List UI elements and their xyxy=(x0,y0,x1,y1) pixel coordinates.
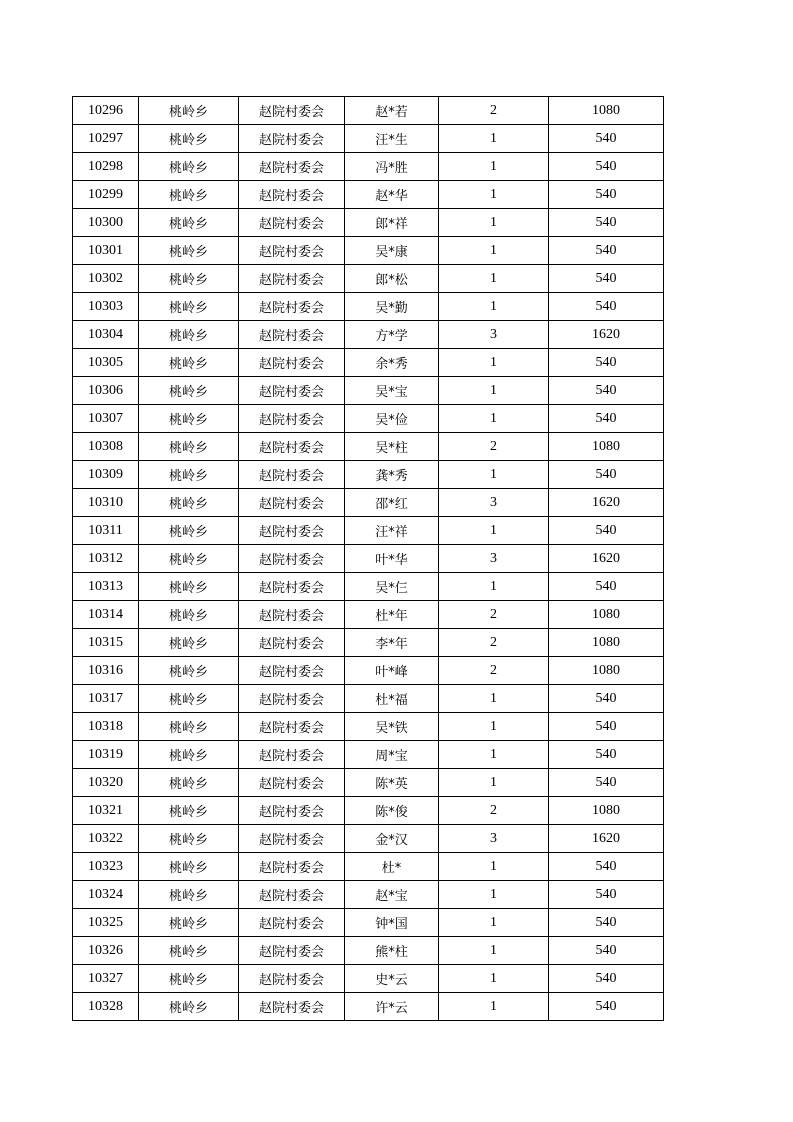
household-count-cell: 2 xyxy=(439,657,549,685)
township-cell: 桃岭乡 xyxy=(139,209,239,237)
amount-cell: 1080 xyxy=(549,601,664,629)
household-count-cell: 1 xyxy=(439,237,549,265)
row-number-cell: 10312 xyxy=(73,545,139,573)
village-committee-cell: 赵院村委会 xyxy=(239,237,345,265)
name-cell: 杜* xyxy=(345,853,439,881)
name-cell: 史*云 xyxy=(345,965,439,993)
amount-cell: 540 xyxy=(549,853,664,881)
village-committee-cell: 赵院村委会 xyxy=(239,377,345,405)
household-count-cell: 1 xyxy=(439,517,549,545)
township-cell: 桃岭乡 xyxy=(139,601,239,629)
table-row xyxy=(73,321,664,349)
village-committee-cell: 赵院村委会 xyxy=(239,769,345,797)
row-number-cell: 10304 xyxy=(73,321,139,349)
row-number-cell: 10322 xyxy=(73,825,139,853)
village-committee-cell: 赵院村委会 xyxy=(239,209,345,237)
village-committee-cell: 赵院村委会 xyxy=(239,321,345,349)
village-committee-cell: 赵院村委会 xyxy=(239,685,345,713)
township-cell: 桃岭乡 xyxy=(139,657,239,685)
amount-cell: 540 xyxy=(549,909,664,937)
row-number-cell: 10327 xyxy=(73,965,139,993)
table-row xyxy=(73,741,664,769)
table-row xyxy=(73,601,664,629)
table-row xyxy=(73,377,664,405)
table-row xyxy=(73,97,664,125)
amount-cell: 540 xyxy=(549,713,664,741)
household-count-cell: 1 xyxy=(439,909,549,937)
amount-cell: 1080 xyxy=(549,629,664,657)
amount-cell: 1620 xyxy=(549,321,664,349)
household-count-cell: 1 xyxy=(439,937,549,965)
amount-cell: 540 xyxy=(549,349,664,377)
name-cell: 吴*铁 xyxy=(345,713,439,741)
township-cell: 桃岭乡 xyxy=(139,797,239,825)
row-number-cell: 10325 xyxy=(73,909,139,937)
amount-cell: 540 xyxy=(549,153,664,181)
village-committee-cell: 赵院村委会 xyxy=(239,573,345,601)
amount-cell: 540 xyxy=(549,237,664,265)
household-count-cell: 1 xyxy=(439,993,549,1021)
name-cell: 赵*华 xyxy=(345,181,439,209)
name-cell: 陈*俊 xyxy=(345,797,439,825)
township-cell: 桃岭乡 xyxy=(139,741,239,769)
amount-cell: 540 xyxy=(549,517,664,545)
amount-cell: 540 xyxy=(549,993,664,1021)
township-cell: 桃岭乡 xyxy=(139,545,239,573)
amount-cell: 1080 xyxy=(549,97,664,125)
household-count-cell: 2 xyxy=(439,629,549,657)
table-row xyxy=(73,545,664,573)
row-number-cell: 10303 xyxy=(73,293,139,321)
amount-cell: 1080 xyxy=(549,797,664,825)
township-cell: 桃岭乡 xyxy=(139,433,239,461)
name-cell: 吴*柱 xyxy=(345,433,439,461)
table-row xyxy=(73,965,664,993)
household-count-cell: 3 xyxy=(439,825,549,853)
table-row xyxy=(73,909,664,937)
village-committee-cell: 赵院村委会 xyxy=(239,489,345,517)
amount-cell: 540 xyxy=(549,685,664,713)
amount-cell: 1620 xyxy=(549,489,664,517)
name-cell: 赵*若 xyxy=(345,97,439,125)
table-row xyxy=(73,237,664,265)
table-row xyxy=(73,825,664,853)
household-count-cell: 1 xyxy=(439,713,549,741)
village-committee-cell: 赵院村委会 xyxy=(239,461,345,489)
amount-cell: 540 xyxy=(549,209,664,237)
row-number-cell: 10315 xyxy=(73,629,139,657)
township-cell: 桃岭乡 xyxy=(139,713,239,741)
name-cell: 邵*红 xyxy=(345,489,439,517)
village-committee-cell: 赵院村委会 xyxy=(239,153,345,181)
township-cell: 桃岭乡 xyxy=(139,881,239,909)
village-committee-cell: 赵院村委会 xyxy=(239,293,345,321)
village-committee-cell: 赵院村委会 xyxy=(239,993,345,1021)
village-committee-cell: 赵院村委会 xyxy=(239,797,345,825)
row-number-cell: 10313 xyxy=(73,573,139,601)
township-cell: 桃岭乡 xyxy=(139,685,239,713)
table-row xyxy=(73,685,664,713)
household-count-cell: 1 xyxy=(439,853,549,881)
table-row xyxy=(73,265,664,293)
name-cell: 陈*英 xyxy=(345,769,439,797)
table-row xyxy=(73,797,664,825)
name-cell: 汪*生 xyxy=(345,125,439,153)
village-committee-cell: 赵院村委会 xyxy=(239,125,345,153)
table-row xyxy=(73,657,664,685)
amount-cell: 540 xyxy=(549,573,664,601)
name-cell: 吴*康 xyxy=(345,237,439,265)
township-cell: 桃岭乡 xyxy=(139,377,239,405)
amount-cell: 540 xyxy=(549,461,664,489)
household-count-cell: 3 xyxy=(439,321,549,349)
row-number-cell: 10297 xyxy=(73,125,139,153)
village-committee-cell: 赵院村委会 xyxy=(239,825,345,853)
row-number-cell: 10299 xyxy=(73,181,139,209)
household-count-cell: 1 xyxy=(439,125,549,153)
village-committee-cell: 赵院村委会 xyxy=(239,853,345,881)
township-cell: 桃岭乡 xyxy=(139,853,239,881)
amount-cell: 1080 xyxy=(549,657,664,685)
amount-cell: 540 xyxy=(549,769,664,797)
table-row xyxy=(73,573,664,601)
township-cell: 桃岭乡 xyxy=(139,153,239,181)
township-cell: 桃岭乡 xyxy=(139,825,239,853)
amount-cell: 540 xyxy=(549,741,664,769)
village-committee-cell: 赵院村委会 xyxy=(239,937,345,965)
township-cell: 桃岭乡 xyxy=(139,965,239,993)
table-row xyxy=(73,713,664,741)
table-row xyxy=(73,881,664,909)
village-committee-cell: 赵院村委会 xyxy=(239,909,345,937)
township-cell: 桃岭乡 xyxy=(139,265,239,293)
name-cell: 杜*年 xyxy=(345,601,439,629)
table-row xyxy=(73,293,664,321)
row-number-cell: 10328 xyxy=(73,993,139,1021)
village-committee-cell: 赵院村委会 xyxy=(239,97,345,125)
row-number-cell: 10305 xyxy=(73,349,139,377)
amount-cell: 1620 xyxy=(549,545,664,573)
table-row xyxy=(73,349,664,377)
name-cell: 叶*华 xyxy=(345,545,439,573)
table-row xyxy=(73,405,664,433)
row-number-cell: 10311 xyxy=(73,517,139,545)
name-cell: 冯*胜 xyxy=(345,153,439,181)
amount-cell: 540 xyxy=(549,293,664,321)
village-committee-cell: 赵院村委会 xyxy=(239,965,345,993)
name-cell: 郎*祥 xyxy=(345,209,439,237)
name-cell: 余*秀 xyxy=(345,349,439,377)
amount-cell: 540 xyxy=(549,265,664,293)
household-count-cell: 1 xyxy=(439,377,549,405)
table-row xyxy=(73,853,664,881)
household-count-cell: 3 xyxy=(439,545,549,573)
row-number-cell: 10321 xyxy=(73,797,139,825)
village-committee-cell: 赵院村委会 xyxy=(239,713,345,741)
village-committee-cell: 赵院村委会 xyxy=(239,601,345,629)
village-committee-cell: 赵院村委会 xyxy=(239,657,345,685)
table-row xyxy=(73,433,664,461)
township-cell: 桃岭乡 xyxy=(139,937,239,965)
township-cell: 桃岭乡 xyxy=(139,349,239,377)
village-committee-cell: 赵院村委会 xyxy=(239,629,345,657)
township-cell: 桃岭乡 xyxy=(139,769,239,797)
township-cell: 桃岭乡 xyxy=(139,405,239,433)
row-number-cell: 10317 xyxy=(73,685,139,713)
household-count-cell: 1 xyxy=(439,153,549,181)
name-cell: 赵*宝 xyxy=(345,881,439,909)
table-row xyxy=(73,629,664,657)
township-cell: 桃岭乡 xyxy=(139,993,239,1021)
village-committee-cell: 赵院村委会 xyxy=(239,433,345,461)
village-committee-cell: 赵院村委会 xyxy=(239,517,345,545)
household-count-cell: 1 xyxy=(439,685,549,713)
amount-cell: 540 xyxy=(549,405,664,433)
household-count-cell: 1 xyxy=(439,349,549,377)
table-row xyxy=(73,993,664,1021)
amount-cell: 1620 xyxy=(549,825,664,853)
household-count-cell: 1 xyxy=(439,405,549,433)
row-number-cell: 10319 xyxy=(73,741,139,769)
subsidy-table xyxy=(72,96,664,1021)
name-cell: 方*学 xyxy=(345,321,439,349)
village-committee-cell: 赵院村委会 xyxy=(239,349,345,377)
row-number-cell: 10324 xyxy=(73,881,139,909)
name-cell: 吴*宝 xyxy=(345,377,439,405)
village-committee-cell: 赵院村委会 xyxy=(239,405,345,433)
name-cell: 吴*仨 xyxy=(345,573,439,601)
household-count-cell: 1 xyxy=(439,965,549,993)
row-number-cell: 10309 xyxy=(73,461,139,489)
amount-cell: 1080 xyxy=(549,433,664,461)
household-count-cell: 2 xyxy=(439,97,549,125)
household-count-cell: 1 xyxy=(439,181,549,209)
name-cell: 周*宝 xyxy=(345,741,439,769)
household-count-cell: 2 xyxy=(439,601,549,629)
household-count-cell: 1 xyxy=(439,573,549,601)
name-cell: 吴*勤 xyxy=(345,293,439,321)
row-number-cell: 10307 xyxy=(73,405,139,433)
township-cell: 桃岭乡 xyxy=(139,489,239,517)
table-row xyxy=(73,209,664,237)
row-number-cell: 10326 xyxy=(73,937,139,965)
row-number-cell: 10318 xyxy=(73,713,139,741)
village-committee-cell: 赵院村委会 xyxy=(239,741,345,769)
household-count-cell: 2 xyxy=(439,433,549,461)
table-row xyxy=(73,937,664,965)
table-row xyxy=(73,125,664,153)
name-cell: 钟*国 xyxy=(345,909,439,937)
amount-cell: 540 xyxy=(549,881,664,909)
row-number-cell: 10308 xyxy=(73,433,139,461)
name-cell: 杜*福 xyxy=(345,685,439,713)
row-number-cell: 10300 xyxy=(73,209,139,237)
township-cell: 桃岭乡 xyxy=(139,97,239,125)
name-cell: 金*汉 xyxy=(345,825,439,853)
table-row xyxy=(73,153,664,181)
row-number-cell: 10298 xyxy=(73,153,139,181)
name-cell: 汪*祥 xyxy=(345,517,439,545)
amount-cell: 540 xyxy=(549,937,664,965)
row-number-cell: 10296 xyxy=(73,97,139,125)
township-cell: 桃岭乡 xyxy=(139,181,239,209)
amount-cell: 540 xyxy=(549,181,664,209)
row-number-cell: 10301 xyxy=(73,237,139,265)
name-cell: 许*云 xyxy=(345,993,439,1021)
household-count-cell: 1 xyxy=(439,293,549,321)
village-committee-cell: 赵院村委会 xyxy=(239,881,345,909)
household-count-cell: 1 xyxy=(439,265,549,293)
amount-cell: 540 xyxy=(549,377,664,405)
table-row xyxy=(73,181,664,209)
household-count-cell: 1 xyxy=(439,741,549,769)
row-number-cell: 10302 xyxy=(73,265,139,293)
household-count-cell: 1 xyxy=(439,209,549,237)
name-cell: 吴*俭 xyxy=(345,405,439,433)
township-cell: 桃岭乡 xyxy=(139,629,239,657)
township-cell: 桃岭乡 xyxy=(139,293,239,321)
row-number-cell: 10306 xyxy=(73,377,139,405)
name-cell: 郎*松 xyxy=(345,265,439,293)
household-count-cell: 3 xyxy=(439,489,549,517)
township-cell: 桃岭乡 xyxy=(139,461,239,489)
table-row xyxy=(73,769,664,797)
row-number-cell: 10310 xyxy=(73,489,139,517)
table-row xyxy=(73,489,664,517)
household-count-cell: 2 xyxy=(439,797,549,825)
village-committee-cell: 赵院村委会 xyxy=(239,181,345,209)
township-cell: 桃岭乡 xyxy=(139,321,239,349)
name-cell: 熊*柱 xyxy=(345,937,439,965)
amount-cell: 540 xyxy=(549,125,664,153)
table-row xyxy=(73,517,664,545)
household-count-cell: 1 xyxy=(439,461,549,489)
township-cell: 桃岭乡 xyxy=(139,125,239,153)
name-cell: 叶*峰 xyxy=(345,657,439,685)
village-committee-cell: 赵院村委会 xyxy=(239,545,345,573)
household-count-cell: 1 xyxy=(439,881,549,909)
household-count-cell: 1 xyxy=(439,769,549,797)
township-cell: 桃岭乡 xyxy=(139,909,239,937)
name-cell: 李*年 xyxy=(345,629,439,657)
township-cell: 桃岭乡 xyxy=(139,573,239,601)
table-body xyxy=(73,97,664,1021)
village-committee-cell: 赵院村委会 xyxy=(239,265,345,293)
row-number-cell: 10323 xyxy=(73,853,139,881)
table-row xyxy=(73,461,664,489)
township-cell: 桃岭乡 xyxy=(139,237,239,265)
row-number-cell: 10320 xyxy=(73,769,139,797)
row-number-cell: 10316 xyxy=(73,657,139,685)
amount-cell: 540 xyxy=(549,965,664,993)
name-cell: 龚*秀 xyxy=(345,461,439,489)
row-number-cell: 10314 xyxy=(73,601,139,629)
township-cell: 桃岭乡 xyxy=(139,517,239,545)
